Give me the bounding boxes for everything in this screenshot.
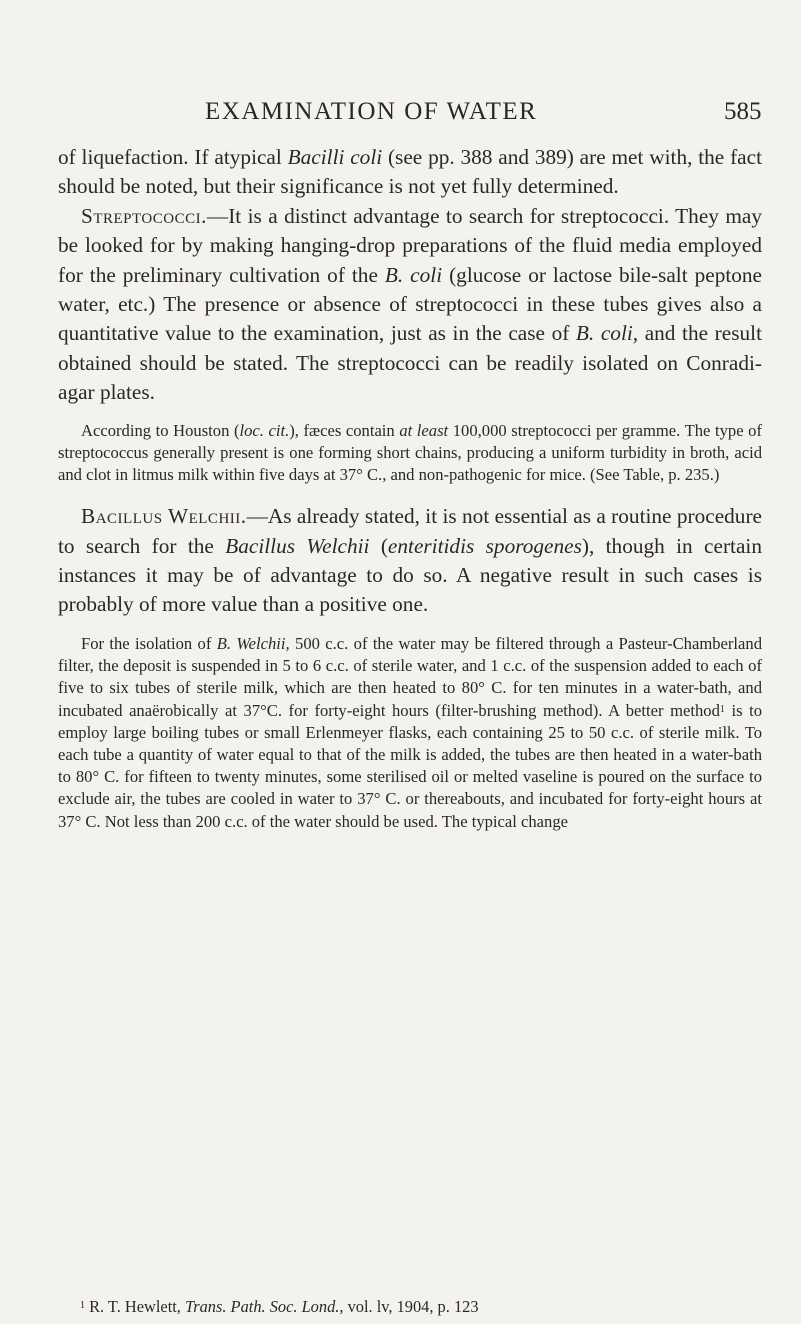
footnote <box>80 1297 479 1317</box>
note-isolation-method <box>58 633 762 833</box>
text-span: and the result obtained should be stated. The streptococci can be readily isolated on Conradi-agar plates. <box>58 321 762 405</box>
section-heading-streptococci: Streptococci. <box>81 203 207 228</box>
paragraph-bacillus-welchii <box>58 502 762 620</box>
text-span: —As already stated, it is not essential as a routine procedure to search for the <box>58 504 763 558</box>
page-header <box>0 98 801 132</box>
italic-term: Bacilli coli <box>287 145 383 169</box>
italic-term: Trans. Path. Soc. Lond., <box>185 1297 344 1316</box>
text-span: vol. lv, 1904, p. 123 <box>343 1297 479 1316</box>
text-span: —It is a distinct advantage to search for streptococci. They may be looked for by making hanging-drop preparations of the fluid media employed for the preliminary cultivation of the <box>58 203 762 287</box>
paragraph-streptococci <box>58 202 762 408</box>
italic-term: enteritidis sporogenes <box>387 533 582 558</box>
note-houston <box>58 420 762 487</box>
footnote-reference[interactable]: 1 <box>719 703 725 715</box>
text-span: According to Houston ( <box>81 420 240 440</box>
text-span: 500 c.c. of the water may be filtered through a Pasteur-Chamberland filter, the deposit is suspended in 5 to 6 c.c. of sterile water, and 1 c.c. of the suspension added to each of five to six tubes of sterile milk, which are then heated to 80° C. for ten minutes in a water-bath, and incubated anaërobically at 37°C. for forty-eight hours (filter-brushing method). A better method <box>58 633 762 720</box>
text-span: ), fæces contain <box>289 420 400 440</box>
page-number: 585 <box>724 98 762 125</box>
text-span: of liquefaction. If atypical <box>58 145 288 169</box>
footnote-mark: 1 <box>80 1300 85 1311</box>
italic-term: B. coli <box>384 262 443 287</box>
italic-term: loc. cit. <box>239 420 290 440</box>
text-span: 100,000 streptococci per gramme. The type of streptococcus generally present is one forming short chains, producing a uniform turbidity in broth, acid and clot in litmus milk within five days at 37° C., and non-pathogenic for mice. (See Table, p. 235.) <box>58 420 762 485</box>
text-span: For the isolation of <box>81 633 217 653</box>
text-span: (glucose or lactose bile-salt peptone water, etc.) The presence or absence of streptococci in these tubes gives also a quantitative value to the examination, just as in the case of <box>58 262 763 346</box>
section-heading-bacillus-welchii: Bacillus Welchii. <box>81 504 247 529</box>
paragraph-liquefaction <box>58 143 762 202</box>
text-span: is to employ large boiling tubes or small Erlenmeyer flasks, each containing 25 to 50 c.c. of sterile milk. To each tube a quantity of water equal to that of the milk is added, the tubes are then heated in a water-bath to 80° C. for fifteen to twenty minutes, some sterilised oil or melted vaseline is poured on the surface to exclude air, the tubes are cooled in water to 37° C. or thereabouts, and incubated for forty-eight hours at 37° C. Not less than 200 c.c. of the water should be used. The typical change <box>58 700 762 831</box>
italic-term: at least <box>399 420 449 440</box>
italic-term: B. Welchii, <box>216 633 290 653</box>
italic-term: Bacillus Welchii <box>225 533 370 558</box>
italic-term: B. coli, <box>575 321 639 346</box>
text-span: ( <box>369 533 388 558</box>
text-span: ), though in certain instances it may be of advantage to do so. A negative result in such cases is probably of more value than a positive one. <box>58 533 762 617</box>
running-head: EXAMINATION OF WATER <box>205 98 538 125</box>
text-span: (see pp. 388 and 389) are met with, the fact should be noted, but their significance is not yet fully determined. <box>58 145 762 199</box>
page-body <box>58 143 762 833</box>
text-span: R. T. Hewlett, <box>85 1297 185 1316</box>
